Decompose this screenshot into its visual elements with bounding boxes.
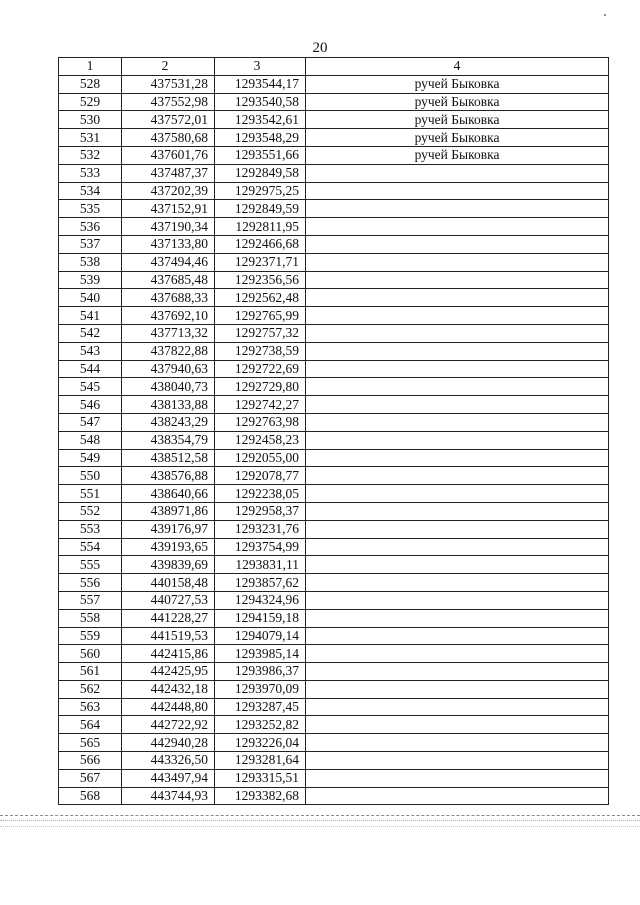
point-number-cell: 541 (59, 307, 122, 325)
note-cell (306, 787, 609, 805)
note-cell (306, 556, 609, 574)
x-coordinate-cell: 441519,53 (122, 627, 215, 645)
table-row (59, 200, 609, 218)
point-number-cell: 566 (59, 752, 122, 770)
table-body (59, 75, 609, 805)
table-row (59, 218, 609, 236)
y-coordinate-cell: 1293281,64 (215, 752, 306, 770)
table-row (59, 680, 609, 698)
point-number-cell: 530 (59, 111, 122, 129)
table-row (59, 574, 609, 592)
note-cell (306, 200, 609, 218)
y-coordinate-cell: 1293542,61 (215, 111, 306, 129)
y-coordinate-cell: 1292738,59 (215, 342, 306, 360)
x-coordinate-cell: 437713,32 (122, 324, 215, 342)
table-row (59, 449, 609, 467)
table-row (59, 146, 609, 164)
y-coordinate-cell: 1292849,59 (215, 200, 306, 218)
note-cell (306, 538, 609, 556)
y-coordinate-cell: 1292722,69 (215, 360, 306, 378)
table-row (59, 769, 609, 787)
note-cell (306, 467, 609, 485)
note-cell (306, 218, 609, 236)
scan-dust-mark (604, 14, 606, 16)
point-number-cell: 534 (59, 182, 122, 200)
x-coordinate-cell: 442448,80 (122, 698, 215, 716)
point-number-cell: 558 (59, 609, 122, 627)
table-row (59, 467, 609, 485)
header-col-4: 4 (306, 58, 609, 76)
y-coordinate-cell: 1294079,14 (215, 627, 306, 645)
note-cell (306, 520, 609, 538)
x-coordinate-cell: 439176,97 (122, 520, 215, 538)
point-number-cell: 567 (59, 769, 122, 787)
y-coordinate-cell: 1293544,17 (215, 75, 306, 93)
header-col-3: 3 (215, 58, 306, 76)
x-coordinate-cell: 438040,73 (122, 378, 215, 396)
y-coordinate-cell: 1293287,45 (215, 698, 306, 716)
y-coordinate-cell: 1292729,80 (215, 378, 306, 396)
scan-artifact-line (0, 815, 640, 821)
table-row (59, 235, 609, 253)
table-row (59, 75, 609, 93)
point-number-cell: 532 (59, 146, 122, 164)
table-row (59, 520, 609, 538)
y-coordinate-cell: 1292958,37 (215, 502, 306, 520)
x-coordinate-cell: 437688,33 (122, 289, 215, 307)
y-coordinate-cell: 1292562,48 (215, 289, 306, 307)
x-coordinate-cell: 438640,66 (122, 485, 215, 503)
x-coordinate-cell: 438354,79 (122, 431, 215, 449)
y-coordinate-cell: 1293970,09 (215, 680, 306, 698)
table-row (59, 431, 609, 449)
x-coordinate-cell: 439839,69 (122, 556, 215, 574)
y-coordinate-cell: 1293231,76 (215, 520, 306, 538)
point-number-cell: 556 (59, 574, 122, 592)
x-coordinate-cell: 443497,94 (122, 769, 215, 787)
note-cell (306, 164, 609, 182)
point-number-cell: 542 (59, 324, 122, 342)
note-cell (306, 289, 609, 307)
note-cell (306, 591, 609, 609)
y-coordinate-cell: 1292371,71 (215, 253, 306, 271)
table-row (59, 182, 609, 200)
table-row (59, 627, 609, 645)
point-number-cell: 565 (59, 734, 122, 752)
note-cell (306, 502, 609, 520)
note-cell (306, 716, 609, 734)
y-coordinate-cell: 1292078,77 (215, 467, 306, 485)
note-cell: ручей Быковка (306, 111, 609, 129)
table-row (59, 698, 609, 716)
y-coordinate-cell: 1292356,56 (215, 271, 306, 289)
note-cell (306, 360, 609, 378)
x-coordinate-cell: 438576,88 (122, 467, 215, 485)
point-number-cell: 538 (59, 253, 122, 271)
note-cell (306, 396, 609, 414)
note-cell (306, 182, 609, 200)
y-coordinate-cell: 1294324,96 (215, 591, 306, 609)
x-coordinate-cell: 442425,95 (122, 663, 215, 681)
x-coordinate-cell: 437190,34 (122, 218, 215, 236)
note-cell: ручей Быковка (306, 129, 609, 147)
point-number-cell: 536 (59, 218, 122, 236)
y-coordinate-cell: 1292238,05 (215, 485, 306, 503)
table-row (59, 164, 609, 182)
x-coordinate-cell: 440727,53 (122, 591, 215, 609)
point-number-cell: 562 (59, 680, 122, 698)
note-cell (306, 698, 609, 716)
x-coordinate-cell: 437133,80 (122, 235, 215, 253)
x-coordinate-cell: 437202,39 (122, 182, 215, 200)
table-row (59, 485, 609, 503)
note-cell (306, 413, 609, 431)
y-coordinate-cell: 1292811,95 (215, 218, 306, 236)
x-coordinate-cell: 437685,48 (122, 271, 215, 289)
y-coordinate-cell: 1293226,04 (215, 734, 306, 752)
point-number-cell: 548 (59, 431, 122, 449)
table-row (59, 663, 609, 681)
note-cell (306, 307, 609, 325)
table-row (59, 307, 609, 325)
x-coordinate-cell: 438133,88 (122, 396, 215, 414)
header-col-2: 2 (122, 58, 215, 76)
table-row (59, 396, 609, 414)
table-row (59, 787, 609, 805)
point-number-cell: 539 (59, 271, 122, 289)
y-coordinate-cell: 1293857,62 (215, 574, 306, 592)
x-coordinate-cell: 438243,29 (122, 413, 215, 431)
point-number-cell: 551 (59, 485, 122, 503)
x-coordinate-cell: 437572,01 (122, 111, 215, 129)
y-coordinate-cell: 1293252,82 (215, 716, 306, 734)
x-coordinate-cell: 443326,50 (122, 752, 215, 770)
table-row (59, 289, 609, 307)
x-coordinate-cell: 438971,86 (122, 502, 215, 520)
x-coordinate-cell: 437531,28 (122, 75, 215, 93)
note-cell (306, 680, 609, 698)
note-cell (306, 235, 609, 253)
note-cell (306, 645, 609, 663)
table-row (59, 556, 609, 574)
point-number-cell: 537 (59, 235, 122, 253)
y-coordinate-cell: 1293315,51 (215, 769, 306, 787)
point-number-cell: 540 (59, 289, 122, 307)
point-number-cell: 560 (59, 645, 122, 663)
table-row (59, 93, 609, 111)
y-coordinate-cell: 1292742,27 (215, 396, 306, 414)
point-number-cell: 568 (59, 787, 122, 805)
y-coordinate-cell: 1293548,29 (215, 129, 306, 147)
point-number-cell: 533 (59, 164, 122, 182)
point-number-cell: 546 (59, 396, 122, 414)
x-coordinate-cell: 441228,27 (122, 609, 215, 627)
y-coordinate-cell: 1292849,58 (215, 164, 306, 182)
point-number-cell: 552 (59, 502, 122, 520)
table-row (59, 324, 609, 342)
point-number-cell: 563 (59, 698, 122, 716)
x-coordinate-cell: 437152,91 (122, 200, 215, 218)
x-coordinate-cell: 442415,86 (122, 645, 215, 663)
point-number-cell: 555 (59, 556, 122, 574)
x-coordinate-cell: 443744,93 (122, 787, 215, 805)
table-row (59, 538, 609, 556)
table-row (59, 111, 609, 129)
point-number-cell: 554 (59, 538, 122, 556)
y-coordinate-cell: 1293551,66 (215, 146, 306, 164)
point-number-cell: 550 (59, 467, 122, 485)
note-cell: ручей Быковка (306, 75, 609, 93)
table-row (59, 734, 609, 752)
point-number-cell: 553 (59, 520, 122, 538)
note-cell: ручей Быковка (306, 93, 609, 111)
x-coordinate-cell: 437487,37 (122, 164, 215, 182)
table-row (59, 502, 609, 520)
point-number-cell: 545 (59, 378, 122, 396)
table-row (59, 752, 609, 770)
table-row (59, 609, 609, 627)
y-coordinate-cell: 1293540,58 (215, 93, 306, 111)
x-coordinate-cell: 437494,46 (122, 253, 215, 271)
y-coordinate-cell: 1293754,99 (215, 538, 306, 556)
table-header-row (59, 58, 609, 76)
note-cell (306, 734, 609, 752)
point-number-cell: 557 (59, 591, 122, 609)
y-coordinate-cell: 1294159,18 (215, 609, 306, 627)
table-row (59, 591, 609, 609)
y-coordinate-cell: 1292757,32 (215, 324, 306, 342)
point-number-cell: 564 (59, 716, 122, 734)
note-cell (306, 752, 609, 770)
note-cell (306, 271, 609, 289)
y-coordinate-cell: 1292055,00 (215, 449, 306, 467)
note-cell (306, 431, 609, 449)
x-coordinate-cell: 437552,98 (122, 93, 215, 111)
y-coordinate-cell: 1292975,25 (215, 182, 306, 200)
x-coordinate-cell: 442940,28 (122, 734, 215, 752)
coordinates-table (58, 57, 609, 805)
point-number-cell: 549 (59, 449, 122, 467)
table-row (59, 253, 609, 271)
x-coordinate-cell: 442722,92 (122, 716, 215, 734)
page-number: 20 (312, 40, 328, 56)
y-coordinate-cell: 1293986,37 (215, 663, 306, 681)
scan-artifact-line (0, 826, 640, 827)
x-coordinate-cell: 439193,65 (122, 538, 215, 556)
note-cell (306, 342, 609, 360)
point-number-cell: 528 (59, 75, 122, 93)
note-cell (306, 253, 609, 271)
table-row (59, 645, 609, 663)
x-coordinate-cell: 438512,58 (122, 449, 215, 467)
table-row (59, 378, 609, 396)
point-number-cell: 535 (59, 200, 122, 218)
point-number-cell: 531 (59, 129, 122, 147)
point-number-cell: 544 (59, 360, 122, 378)
table-row (59, 342, 609, 360)
y-coordinate-cell: 1293831,11 (215, 556, 306, 574)
x-coordinate-cell: 437692,10 (122, 307, 215, 325)
y-coordinate-cell: 1292466,68 (215, 235, 306, 253)
point-number-cell: 547 (59, 413, 122, 431)
table-row (59, 360, 609, 378)
note-cell (306, 663, 609, 681)
y-coordinate-cell: 1293382,68 (215, 787, 306, 805)
point-number-cell: 561 (59, 663, 122, 681)
point-number-cell: 559 (59, 627, 122, 645)
x-coordinate-cell: 437940,63 (122, 360, 215, 378)
y-coordinate-cell: 1292763,98 (215, 413, 306, 431)
note-cell (306, 574, 609, 592)
table-row (59, 716, 609, 734)
x-coordinate-cell: 442432,18 (122, 680, 215, 698)
point-number-cell: 529 (59, 93, 122, 111)
y-coordinate-cell: 1293985,14 (215, 645, 306, 663)
note-cell (306, 449, 609, 467)
note-cell (306, 609, 609, 627)
note-cell (306, 627, 609, 645)
x-coordinate-cell: 440158,48 (122, 574, 215, 592)
x-coordinate-cell: 437822,88 (122, 342, 215, 360)
x-coordinate-cell: 437580,68 (122, 129, 215, 147)
note-cell: ручей Быковка (306, 146, 609, 164)
note-cell (306, 769, 609, 787)
x-coordinate-cell: 437601,76 (122, 146, 215, 164)
header-col-1: 1 (59, 58, 122, 76)
table-row (59, 271, 609, 289)
point-number-cell: 543 (59, 342, 122, 360)
y-coordinate-cell: 1292765,99 (215, 307, 306, 325)
note-cell (306, 324, 609, 342)
table-row (59, 129, 609, 147)
note-cell (306, 378, 609, 396)
y-coordinate-cell: 1292458,23 (215, 431, 306, 449)
table-row (59, 413, 609, 431)
note-cell (306, 485, 609, 503)
